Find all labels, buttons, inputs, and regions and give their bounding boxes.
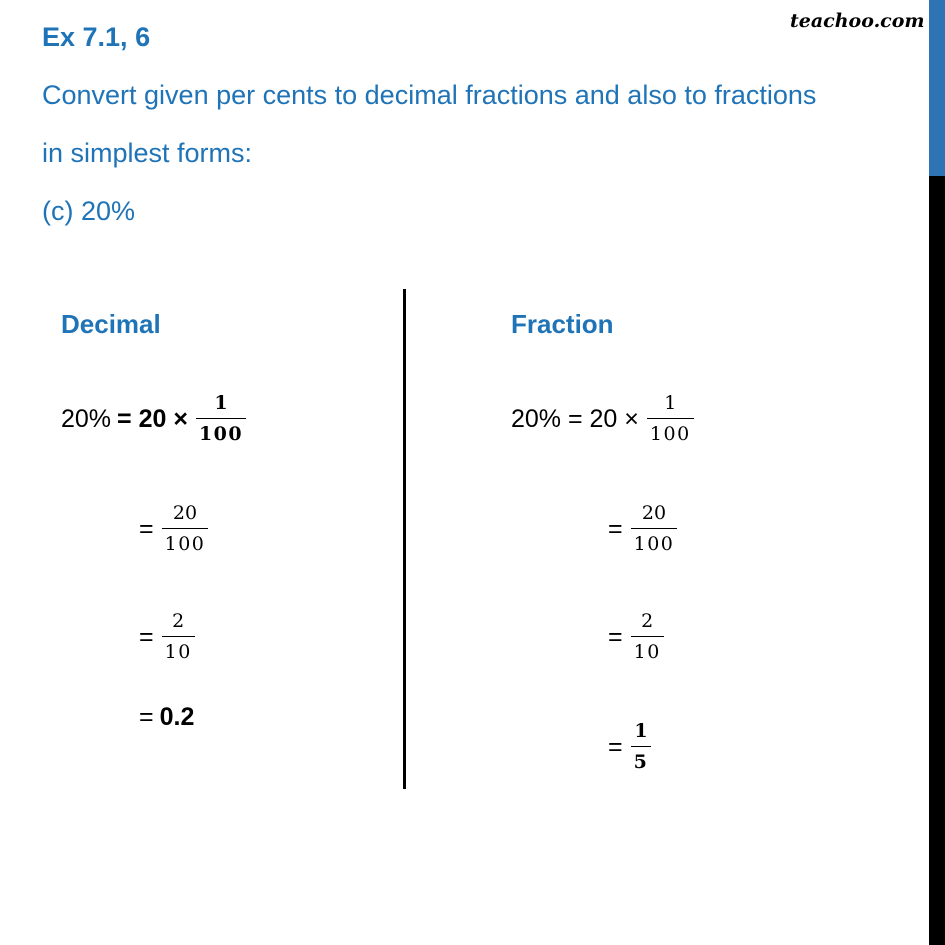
fraction-numerator: 20 (172, 502, 198, 524)
fraction-step-2 (608, 499, 677, 559)
decimal-step-1-fraction (196, 394, 246, 444)
fraction-numerator: 2 (641, 610, 654, 632)
decimal-step-1-lhs: 20% (61, 404, 112, 433)
decimal-answer-value: 0.2 (159, 702, 195, 731)
question-line-1: Convert given per cents to decimal fractions and also to fractions (42, 80, 817, 110)
fraction-denominator: 10 (164, 641, 192, 663)
fraction-denominator: 10 (633, 641, 661, 663)
question-part-c: (c) 20% (42, 196, 136, 226)
fraction-step-1-lhs: 20% = 20 × (511, 404, 639, 433)
equals-sign: = (608, 514, 623, 543)
fraction-step-2-fraction (631, 504, 678, 554)
equals-sign: = (139, 514, 154, 543)
fraction-numerator: 20 (641, 502, 667, 524)
equals-sign: = (608, 732, 623, 761)
fraction-step-1-fraction (647, 394, 694, 444)
scrollbar-thumb[interactable] (929, 0, 945, 176)
fraction-denominator: 100 (198, 423, 244, 445)
fraction-numerator: 1 (214, 392, 228, 414)
column-divider (403, 289, 406, 789)
teachoo-logo: teachoo.com (790, 10, 925, 32)
equals-sign: = (608, 622, 623, 651)
decimal-step-3-fraction (162, 612, 195, 662)
decimal-step-1-times: = 20 × (117, 404, 188, 433)
fraction-step-1 (511, 389, 694, 449)
equals-sign: = (139, 702, 154, 731)
decimal-step-3 (139, 607, 195, 667)
fraction-step-3 (608, 607, 664, 667)
equals-sign: = (139, 622, 154, 651)
decimal-heading: Decimal (61, 309, 161, 339)
decimal-step-1 (61, 389, 246, 449)
fraction-denominator: 100 (649, 423, 691, 445)
fraction-answer-fraction (631, 722, 652, 772)
question-line-2: in simplest forms: (42, 138, 253, 168)
fraction-numerator: 2 (172, 610, 185, 632)
fraction-denominator: 100 (633, 533, 675, 555)
decimal-answer (139, 687, 194, 747)
fraction-numerator: 1 (664, 392, 677, 414)
decimal-step-2 (139, 499, 208, 559)
fraction-denominator: 5 (633, 751, 649, 773)
fraction-answer (608, 717, 651, 777)
fraction-numerator: 1 (634, 720, 648, 742)
fraction-step-3-fraction (631, 612, 664, 662)
decimal-step-2-fraction (162, 504, 209, 554)
fraction-denominator: 100 (164, 533, 206, 555)
fraction-heading: Fraction (511, 309, 614, 339)
exercise-title: Ex 7.1, 6 (42, 22, 151, 52)
